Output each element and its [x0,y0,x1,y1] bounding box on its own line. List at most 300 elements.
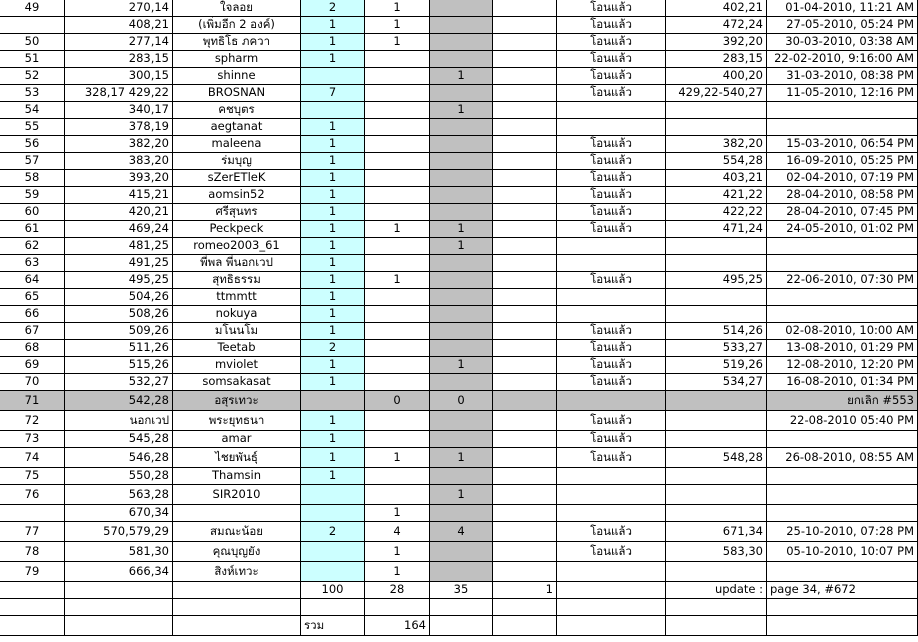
cell-col5[interactable] [365,170,430,187]
cell-date[interactable]: 02-08-2010, 10:00 AM [767,323,918,340]
cell-amount[interactable]: 511,26 [65,340,173,357]
cell-col7[interactable] [493,323,557,340]
cell-date[interactable]: 24-05-2010, 01:02 PM [767,221,918,238]
cell-number[interactable]: 62 [0,238,65,255]
cell-paid[interactable] [666,102,767,119]
cell-col5[interactable]: 1 [365,0,430,17]
cell-amount[interactable]: 270,14 [65,0,173,17]
cell-col5[interactable] [365,289,430,306]
cell-col7[interactable] [493,170,557,187]
cell-status[interactable] [557,468,666,485]
cell-paid[interactable]: 429,22-540,27 [666,85,767,102]
cell-col4[interactable]: 1 [301,119,365,136]
cell-number[interactable]: 67 [0,323,65,340]
cell-name[interactable] [173,599,301,616]
cell-name[interactable] [173,616,301,636]
cell-status[interactable]: โอนแล้ว [557,357,666,374]
cell-paid[interactable]: 519,26 [666,357,767,374]
cell-date[interactable]: 25-10-2010, 07:28 PM [767,522,918,542]
cell-name[interactable]: mviolet [173,357,301,374]
cell-paid[interactable] [666,289,767,306]
cell-amount[interactable]: 563,28 [65,485,173,505]
cell-date[interactable] [767,616,918,636]
cell-amount[interactable]: 670,34 [65,505,173,522]
cell-amount[interactable]: 546,28 [65,448,173,468]
cell-status[interactable] [557,505,666,522]
cell-amount[interactable]: 545,28 [65,431,173,448]
cell-name[interactable]: คชบุตร [173,102,301,119]
cell-name[interactable]: aegtanat [173,119,301,136]
cell-paid[interactable] [666,562,767,582]
cell-number[interactable]: 59 [0,187,65,204]
cell-paid[interactable]: 403,21 [666,170,767,187]
cell-col7[interactable] [493,34,557,51]
cell-col7[interactable] [493,272,557,289]
cell-name[interactable]: nokuya [173,306,301,323]
cell-col6[interactable] [430,289,493,306]
cell-col4[interactable]: รวม [301,616,365,636]
cell-status[interactable] [557,289,666,306]
cell-date[interactable] [767,468,918,485]
cell-amount[interactable]: 481,25 [65,238,173,255]
cell-col4[interactable]: 1 [301,448,365,468]
cell-col6[interactable] [430,599,493,616]
cell-col6[interactable]: 1 [430,485,493,505]
cell-col7[interactable] [493,485,557,505]
cell-col7[interactable] [493,221,557,238]
cell-number[interactable]: 50 [0,34,65,51]
cell-number[interactable]: 63 [0,255,65,272]
cell-status[interactable]: โอนแล้ว [557,68,666,85]
cell-paid[interactable] [666,468,767,485]
cell-name[interactable]: ttmmtt [173,289,301,306]
cell-col5[interactable] [365,306,430,323]
cell-status[interactable]: โอนแล้ว [557,431,666,448]
cell-col4[interactable]: 1 [301,411,365,431]
cell-amount[interactable] [65,599,173,616]
cell-col4[interactable]: 1 [301,323,365,340]
cell-col4[interactable] [301,505,365,522]
cell-date[interactable]: 13-08-2010, 01:29 PM [767,340,918,357]
cell-col4[interactable] [301,68,365,85]
cell-col6[interactable] [430,153,493,170]
cell-number[interactable]: 79 [0,562,65,582]
cell-col7[interactable] [493,136,557,153]
cell-col5[interactable]: 1 [365,34,430,51]
cell-col4[interactable]: 2 [301,340,365,357]
cell-number[interactable]: 56 [0,136,65,153]
cell-paid[interactable] [666,431,767,448]
cell-paid[interactable]: 548,28 [666,448,767,468]
cell-col4[interactable]: 1 [301,34,365,51]
cell-col5[interactable] [365,411,430,431]
cell-amount[interactable]: 491,25 [65,255,173,272]
cell-col6[interactable] [430,0,493,17]
cell-amount[interactable]: 328,17 429,22 [65,85,173,102]
cell-col7[interactable] [493,468,557,485]
cell-paid[interactable]: 472,24 [666,17,767,34]
cell-paid[interactable]: 283,15 [666,51,767,68]
cell-col4[interactable]: 1 [301,17,365,34]
cell-name[interactable]: SIR2010 [173,485,301,505]
cell-status[interactable]: โอนแล้ว [557,85,666,102]
cell-col4[interactable]: 1 [301,187,365,204]
cell-col5[interactable] [365,204,430,221]
cell-number[interactable]: 55 [0,119,65,136]
cell-number[interactable]: 49 [0,0,65,17]
cell-amount[interactable]: 408,21 [65,17,173,34]
cell-col6[interactable] [430,411,493,431]
cell-date[interactable] [767,306,918,323]
cell-col4[interactable] [301,542,365,562]
cell-paid[interactable]: 534,27 [666,374,767,391]
cell-col6[interactable] [430,431,493,448]
cell-col5[interactable] [365,119,430,136]
cell-status[interactable]: โอนแล้ว [557,136,666,153]
cell-col6[interactable] [430,170,493,187]
cell-paid[interactable] [666,505,767,522]
cell-col4[interactable]: 1 [301,136,365,153]
cell-amount[interactable]: 570,579,29 [65,522,173,542]
cell-status[interactable]: โอนแล้ว [557,542,666,562]
cell-date[interactable]: 28-04-2010, 07:45 PM [767,204,918,221]
cell-amount[interactable]: 300,15 [65,68,173,85]
cell-col7[interactable] [493,238,557,255]
cell-name[interactable]: ใจลอย [173,0,301,17]
cell-number[interactable]: 65 [0,289,65,306]
cell-date[interactable] [767,255,918,272]
cell-col4[interactable]: 1 [301,153,365,170]
cell-col4[interactable] [301,102,365,119]
cell-col7[interactable] [493,340,557,357]
cell-name[interactable]: พระยุทธนา [173,411,301,431]
cell-col7[interactable] [493,411,557,431]
cell-status[interactable]: โอนแล้ว [557,187,666,204]
cell-name[interactable]: สมณะน้อย [173,522,301,542]
cell-col5[interactable]: 1 [365,272,430,289]
cell-col7[interactable] [493,616,557,636]
cell-paid[interactable]: 554,28 [666,153,767,170]
cell-col4[interactable]: 1 [301,272,365,289]
cell-col7[interactable] [493,85,557,102]
cell-col7[interactable] [493,306,557,323]
cell-paid[interactable]: 402,21 [666,0,767,17]
cell-col4[interactable] [301,485,365,505]
cell-date[interactable]: 12-08-2010, 12:20 PM [767,357,918,374]
cell-amount[interactable]: 495,25 [65,272,173,289]
cell-date[interactable] [767,102,918,119]
cell-col5[interactable]: 164 [365,616,430,636]
cell-status[interactable] [557,616,666,636]
cell-status[interactable]: โอนแล้ว [557,170,666,187]
cell-col6[interactable] [430,34,493,51]
cell-date[interactable] [767,485,918,505]
cell-amount[interactable]: 383,20 [65,153,173,170]
cell-col6[interactable]: 0 [430,391,493,411]
cell-name[interactable]: Peckpeck [173,221,301,238]
cell-col5[interactable]: 1 [365,505,430,522]
cell-col5[interactable]: 1 [365,221,430,238]
cell-col5[interactable] [365,51,430,68]
cell-number[interactable]: 75 [0,468,65,485]
cell-col6[interactable]: 35 [430,582,493,599]
cell-col4[interactable]: 1 [301,204,365,221]
cell-status[interactable]: โอนแล้ว [557,34,666,51]
cell-paid[interactable] [666,485,767,505]
cell-col7[interactable] [493,51,557,68]
cell-amount[interactable]: 469,24 [65,221,173,238]
cell-number[interactable]: 52 [0,68,65,85]
cell-paid[interactable]: 514,26 [666,323,767,340]
cell-amount[interactable]: 509,26 [65,323,173,340]
cell-status[interactable] [557,562,666,582]
cell-date[interactable]: 01-04-2010, 11:21 AM [767,0,918,17]
cell-amount[interactable] [65,582,173,599]
cell-col5[interactable] [365,599,430,616]
cell-col6[interactable]: 1 [430,238,493,255]
cell-amount[interactable]: 504,26 [65,289,173,306]
cell-paid[interactable]: 392,20 [666,34,767,51]
cell-col4[interactable]: 1 [301,357,365,374]
cell-paid[interactable]: 495,25 [666,272,767,289]
cell-amount[interactable] [65,616,173,636]
cell-name[interactable]: คุณบุญยัง [173,542,301,562]
cell-number[interactable]: 76 [0,485,65,505]
cell-paid[interactable]: 671,34 [666,522,767,542]
cell-date[interactable] [767,238,918,255]
cell-col5[interactable] [365,323,430,340]
cell-date[interactable]: 27-05-2010, 05:24 PM [767,17,918,34]
cell-paid[interactable]: 533,27 [666,340,767,357]
cell-number[interactable] [0,17,65,34]
cell-col5[interactable] [365,153,430,170]
cell-amount[interactable]: 581,30 [65,542,173,562]
cell-paid[interactable] [666,616,767,636]
cell-amount[interactable]: 393,20 [65,170,173,187]
cell-col6[interactable] [430,136,493,153]
cell-col6[interactable]: 1 [430,221,493,238]
cell-amount[interactable]: นอกเวป [65,411,173,431]
cell-col7[interactable] [493,0,557,17]
cell-name[interactable]: Thamsin [173,468,301,485]
cell-col7[interactable] [493,187,557,204]
cell-col6[interactable]: 1 [430,357,493,374]
cell-col6[interactable]: 4 [430,522,493,542]
cell-col6[interactable] [430,187,493,204]
cell-number[interactable]: 71 [0,391,65,411]
cell-status[interactable]: โอนแล้ว [557,272,666,289]
cell-col6[interactable] [430,323,493,340]
cell-paid[interactable]: 422,22 [666,204,767,221]
cell-col7[interactable] [493,522,557,542]
cell-amount[interactable]: 542,28 [65,391,173,411]
cell-number[interactable] [0,599,65,616]
cell-number[interactable]: 53 [0,85,65,102]
cell-paid[interactable]: 583,30 [666,542,767,562]
cell-amount[interactable]: 420,21 [65,204,173,221]
cell-col4[interactable]: 7 [301,85,365,102]
cell-date[interactable]: 16-08-2010, 01:34 PM [767,374,918,391]
cell-amount[interactable]: 532,27 [65,374,173,391]
cell-col5[interactable]: 28 [365,582,430,599]
cell-col5[interactable] [365,431,430,448]
cell-date[interactable]: 30-03-2010, 03:38 AM [767,34,918,51]
cell-status[interactable]: โอนแล้ว [557,221,666,238]
cell-col6[interactable] [430,51,493,68]
cell-col7[interactable] [493,102,557,119]
cell-status[interactable] [557,102,666,119]
cell-col6[interactable]: 1 [430,68,493,85]
cell-name[interactable]: spharm [173,51,301,68]
cell-paid[interactable] [666,391,767,411]
cell-col7[interactable] [493,204,557,221]
cell-number[interactable]: 72 [0,411,65,431]
cell-col4[interactable]: 1 [301,374,365,391]
cell-col6[interactable] [430,85,493,102]
cell-name[interactable]: (เพิ่มอีก 2 องค์) [173,17,301,34]
cell-paid[interactable]: 421,22 [666,187,767,204]
cell-date[interactable]: ยกเลิก #553 [767,391,918,411]
cell-col7[interactable] [493,562,557,582]
cell-status[interactable]: โอนแล้ว [557,153,666,170]
cell-number[interactable]: 51 [0,51,65,68]
cell-col6[interactable] [430,204,493,221]
cell-col6[interactable] [430,542,493,562]
cell-name[interactable]: amar [173,431,301,448]
cell-col5[interactable] [365,238,430,255]
cell-date[interactable]: 22-08-2010 05:40 PM [767,411,918,431]
cell-col4[interactable]: 1 [301,170,365,187]
cell-amount[interactable]: 550,28 [65,468,173,485]
cell-col6[interactable] [430,119,493,136]
cell-paid[interactable]: 400,20 [666,68,767,85]
cell-date[interactable] [767,119,918,136]
cell-date[interactable]: 16-09-2010, 05:25 PM [767,153,918,170]
cell-col5[interactable]: 1 [365,17,430,34]
cell-status[interactable] [557,485,666,505]
cell-name[interactable]: อสุรเทวะ [173,391,301,411]
cell-amount[interactable]: 666,34 [65,562,173,582]
cell-number[interactable]: 61 [0,221,65,238]
cell-number[interactable]: 74 [0,448,65,468]
cell-col6[interactable] [430,468,493,485]
cell-number[interactable] [0,505,65,522]
cell-col7[interactable] [493,153,557,170]
cell-date[interactable]: 26-08-2010, 08:55 AM [767,448,918,468]
cell-number[interactable]: 57 [0,153,65,170]
cell-date[interactable] [767,505,918,522]
cell-col7[interactable] [493,542,557,562]
cell-date[interactable] [767,562,918,582]
cell-col5[interactable] [365,468,430,485]
cell-date[interactable] [767,289,918,306]
cell-amount[interactable]: 378,19 [65,119,173,136]
cell-name[interactable]: maleena [173,136,301,153]
cell-col4[interactable] [301,391,365,411]
cell-col5[interactable] [365,85,430,102]
cell-number[interactable]: 64 [0,272,65,289]
cell-amount[interactable]: 277,14 [65,34,173,51]
cell-col7[interactable] [493,431,557,448]
cell-col7[interactable] [493,255,557,272]
cell-col4[interactable]: 1 [301,238,365,255]
cell-col4[interactable] [301,599,365,616]
cell-amount[interactable]: 515,26 [65,357,173,374]
cell-col5[interactable] [365,340,430,357]
cell-col5[interactable] [365,68,430,85]
cell-col7[interactable] [493,119,557,136]
cell-number[interactable]: 78 [0,542,65,562]
cell-col4[interactable]: 1 [301,431,365,448]
cell-col7[interactable] [493,357,557,374]
cell-col6[interactable] [430,616,493,636]
cell-number[interactable]: 73 [0,431,65,448]
cell-col6[interactable] [430,505,493,522]
cell-date[interactable] [767,431,918,448]
cell-name[interactable]: sZerETleK [173,170,301,187]
cell-number[interactable]: 60 [0,204,65,221]
cell-name[interactable]: พี่พล พี่นอกเวป [173,255,301,272]
cell-col7[interactable]: 1 [493,582,557,599]
cell-col5[interactable] [365,136,430,153]
cell-col6[interactable] [430,17,493,34]
cell-paid[interactable] [666,599,767,616]
cell-date[interactable]: 11-05-2010, 12:16 PM [767,85,918,102]
cell-col6[interactable] [430,340,493,357]
cell-col4[interactable]: 100 [301,582,365,599]
cell-number[interactable]: 69 [0,357,65,374]
cell-name[interactable]: BROSNAN [173,85,301,102]
cell-col4[interactable]: 1 [301,468,365,485]
cell-name[interactable]: Teetab [173,340,301,357]
cell-date[interactable]: page 34, #672 [767,582,918,599]
cell-paid[interactable] [666,119,767,136]
cell-status[interactable]: โอนแล้ว [557,374,666,391]
cell-col5[interactable] [365,485,430,505]
cell-name[interactable]: aomsin52 [173,187,301,204]
cell-col4[interactable]: 1 [301,289,365,306]
cell-number[interactable]: 68 [0,340,65,357]
cell-status[interactable]: โอนแล้ว [557,17,666,34]
cell-col5[interactable] [365,102,430,119]
cell-status[interactable] [557,238,666,255]
cell-col7[interactable] [493,374,557,391]
cell-number[interactable]: 66 [0,306,65,323]
cell-name[interactable]: มโนนโม [173,323,301,340]
cell-status[interactable]: โอนแล้ว [557,51,666,68]
cell-col5[interactable] [365,357,430,374]
cell-col5[interactable]: 1 [365,542,430,562]
cell-col7[interactable] [493,17,557,34]
cell-name[interactable]: ไชยพันธุ์ [173,448,301,468]
cell-number[interactable] [0,582,65,599]
cell-status[interactable]: โอนแล้ว [557,323,666,340]
cell-col6[interactable] [430,306,493,323]
cell-status[interactable]: โอนแล้ว [557,0,666,17]
cell-status[interactable]: โอนแล้ว [557,340,666,357]
cell-col5[interactable]: 1 [365,562,430,582]
cell-status[interactable] [557,582,666,599]
cell-col5[interactable]: 1 [365,448,430,468]
cell-col7[interactable] [493,68,557,85]
cell-paid[interactable] [666,411,767,431]
cell-name[interactable]: สุทธิธรรม [173,272,301,289]
cell-status[interactable]: โอนแล้ว [557,411,666,431]
cell-name[interactable]: shinne [173,68,301,85]
cell-col4[interactable]: 1 [301,255,365,272]
cell-col6[interactable]: 1 [430,102,493,119]
cell-col7[interactable] [493,448,557,468]
